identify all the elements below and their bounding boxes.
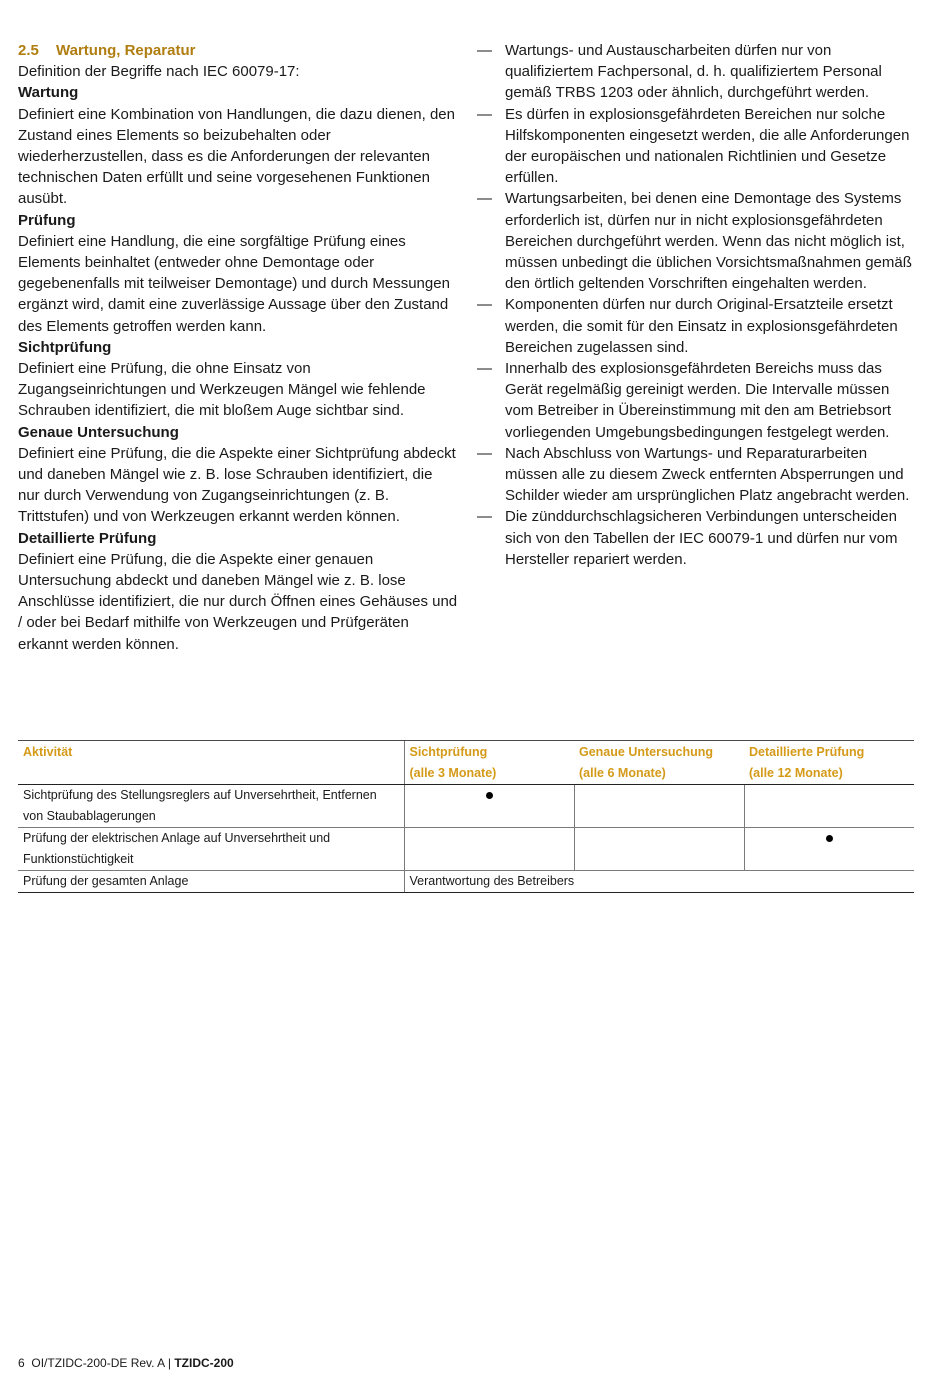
table-row	[18, 871, 914, 893]
dash-icon: —	[477, 508, 492, 526]
check-cell	[404, 785, 574, 828]
maintenance-table	[18, 740, 914, 893]
dash-icon: —	[477, 360, 492, 378]
list-item: — Innerhalb des explosionsgefährdeten Bereichs muss das Gerät regelmäßig gereinigt werden. Die Intervalle müssen vom Betreiber in Übereinstimmung mit den am Betriebsort vorliegenden Umgebungsbedingungen festgelegt werden.	[477, 360, 891, 441]
check-cell	[744, 828, 914, 871]
definition-detaillierte-pruefung: Definiert eine Prüfung, die die Aspekte einer genauen Untersuchung abdeckt und daneben Mängel wie z. B. lose Anschlüsse identifiziert, die nur durch Öffnen eines Gehäuses und / oder bei Bedarf mithilfe von Werkzeugen und Prüfgeräten erkannt werden können.	[18, 550, 458, 653]
dash-icon: —	[477, 42, 492, 59]
term-detaillierte-pruefung: Detaillierte Prüfung	[18, 529, 157, 547]
term-sichtpruefung: Sichtprüfung	[18, 338, 112, 356]
list-item: — Die zünddurchschlagsicheren Verbindungen unterscheiden sich von den Tabellen der IEC 60079-1 und dürfen nur vom Hersteller repariert werden.	[477, 508, 898, 568]
term-genaue-untersuchung: Genaue Untersuchung	[18, 423, 179, 441]
term-pruefung: Prüfung	[18, 211, 76, 229]
page-number: 6	[18, 1356, 25, 1370]
dash-icon: —	[477, 105, 492, 123]
bullet-dot-icon	[486, 792, 493, 799]
header-detaillierte-pruefung: Detaillierte Prüfung (alle 12 Monate)	[744, 741, 914, 785]
left-column	[18, 40, 458, 655]
product-name: TZIDC-200	[174, 1356, 234, 1370]
check-cell	[744, 785, 914, 828]
check-cell	[574, 785, 744, 828]
definition-wartung: Definiert eine Kombination von Handlungen, die dazu dienen, den Zustand eines Elements so beizubehalten oder wiederherzustellen, dass es die Anforderungen der relevanten technischen Daten erfüllt und seine vorgesehenen Funktionen ausübt.	[18, 105, 455, 208]
list-item: — Wartungsarbeiten, bei denen eine Demontage des Systems erforderlich ist, dürfen nur in nicht explosionsgefährdeten Bereichen durchgeführt werden. Wenn das nicht möglich ist, müssen unbedingt die üblichen Vorsichtsmaßnahmen gemäß den örtlich geltenden Vorschriften eingehalten werden.	[477, 190, 912, 293]
page-footer	[18, 1356, 234, 1370]
list-item: — Komponenten dürfen nur durch Original-Ersatzteile ersetzt werden, die somit für den Einsatz in explosionsgefährdeten Bereichen zugelassen sind.	[477, 296, 898, 356]
dash-icon: —	[477, 444, 492, 462]
footer-separator: |	[167, 1356, 171, 1370]
definition-genaue-untersuchung: Definiert eine Prüfung, die die Aspekte einer Sichtprüfung abdeckt und daneben Mängel wie z. B. lose Schrauben identifiziert, die nur durch Verwendung von Zugangseinrichtungen (z. B. Trittstufen) und von Werkzeugen erkannt werden können.	[18, 444, 456, 526]
section-title: Wartung, Reparatur	[56, 42, 196, 59]
header-activity: Aktivität	[18, 741, 404, 785]
dash-icon: —	[477, 190, 492, 208]
definition-sichtpruefung: Definiert eine Prüfung, die ohne Einsatz von Zugangseinrichtungen und Werkzeugen Mängel wie fehlende Schrauben identifiziert, die mit bloßem Auge sichtbar sind.	[18, 360, 426, 420]
intro-text: Definition der Begriffe nach IEC 60079-17:	[18, 63, 300, 81]
list-item: — Es dürfen in explosionsgefährdeten Bereichen nur solche Hilfskomponenten eingesetzt werden, die alle Anforderungen der europäischen und nationalen Richtlinien und Gesetze erfüllen.	[477, 105, 910, 187]
doc-reference: OI/TZIDC-200-DE Rev. A	[31, 1356, 165, 1370]
table-row	[18, 828, 914, 871]
dash-icon: —	[477, 296, 492, 314]
header-genaue-untersuchung: Genaue Untersuchung (alle 6 Monate)	[574, 741, 744, 785]
activity-cell: Prüfung der elektrischen Anlage auf Unversehrtheit und Funktionstüchtigkeit	[18, 828, 404, 871]
table-row	[18, 785, 914, 828]
header-sichtpruefung: Sichtprüfung (alle 3 Monate)	[404, 741, 574, 785]
list-item: — Wartungs- und Austauscharbeiten dürfen nur von qualifiziertem Fachpersonal, d. h. qualifiziertem Personal gemäß TRBS 1203 oder ähnlich, durchgeführt werden.	[477, 42, 882, 102]
section-heading	[18, 40, 458, 61]
requirements-list	[477, 40, 917, 570]
term-wartung: Wartung	[18, 84, 79, 102]
check-cell	[404, 828, 574, 871]
bullet-dot-icon	[826, 835, 833, 842]
check-cell	[574, 828, 744, 871]
right-column	[477, 40, 917, 570]
activity-cell: Sichtprüfung des Stellungsreglers auf Unversehrtheit, Entfernen von Staubablagerungen	[18, 785, 404, 828]
responsibility-cell: Verantwortung des Betreibers	[404, 871, 914, 893]
section-number: 2.5	[18, 42, 39, 59]
list-item: — Nach Abschluss von Wartungs- und Reparaturarbeiten müssen alle zu diesem Zweck entfernten Absperrungen und Schilder wieder am ursprünglichen Platz angebracht werden.	[477, 444, 910, 505]
activity-cell: Prüfung der gesamten Anlage	[18, 871, 404, 893]
definition-pruefung: Definiert eine Handlung, die eine sorgfältige Prüfung eines Elements beinhaltet (entweder ohne Demontage oder gegebenenfalls mit teilweiser Demontage) und durch Messungen ergänzt wird, damit eine zuverlässige Aussage über den Zustand des Elements getroffen werden kann.	[18, 232, 450, 335]
table-header-row	[18, 741, 914, 785]
